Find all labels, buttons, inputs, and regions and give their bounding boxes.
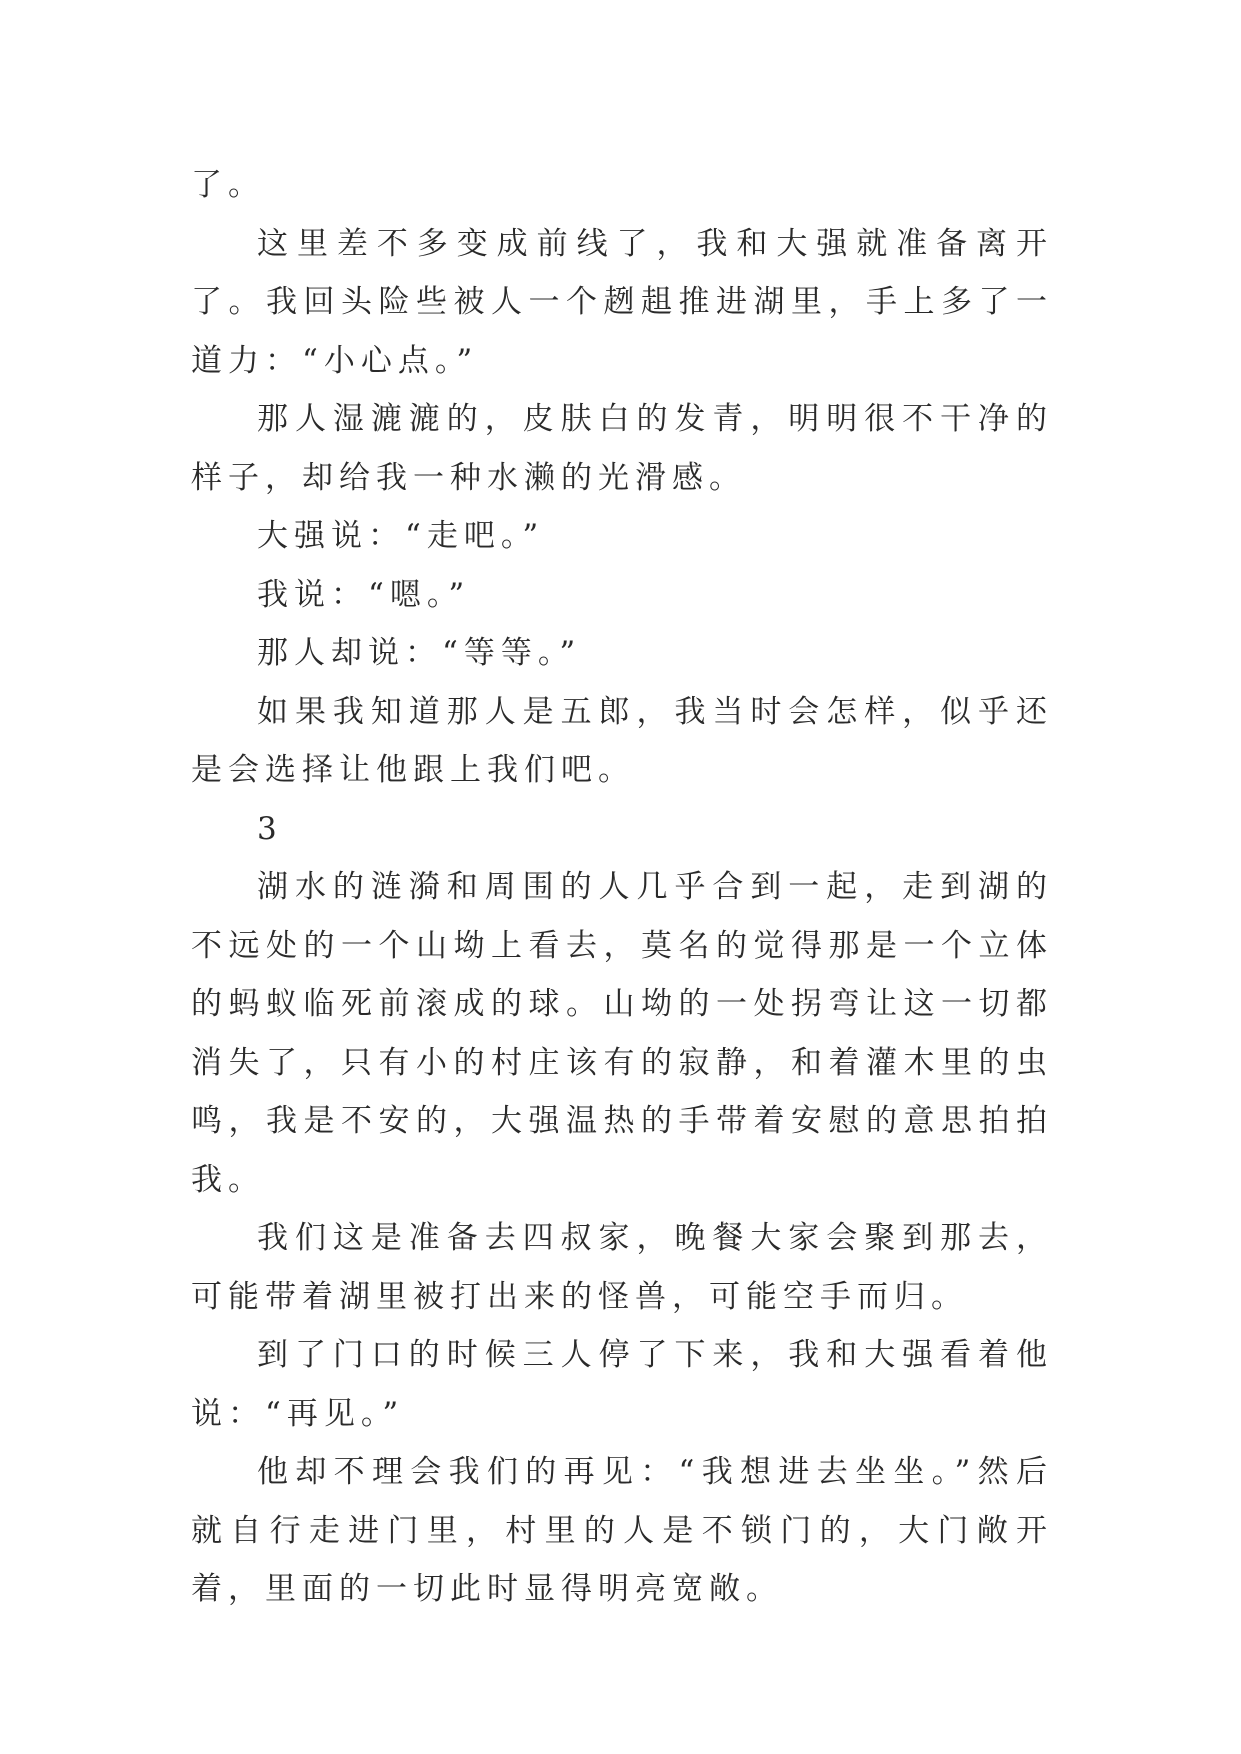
paragraph: 如果我知道那人是五郎，我当时会怎样，似乎还是会选择让他跟上我们吧。: [191, 693, 1053, 788]
paragraph: 这里差不多变成前线了，我和大强就准备离开了。我回头险些被人一个趔趄推进湖里，手上多了一道力：“小心点。”: [191, 225, 1053, 379]
paragraph: 他却不理会我们的再见：“我想进去坐坐。”然后就自行走进门里，村里的人是不锁门的，大门敞开着，里面的一切此时显得明亮宽敞。: [191, 1454, 1053, 1607]
paragraph-continuation: 了。: [191, 167, 265, 203]
paragraph: 湖水的涟漪和周围的人几乎合到一起，走到湖的不远处的一个山坳上看去，莫名的觉得那是一个立体的蚂蚁临死前滚成的球。山坳的一处拐弯让这一切都消失了，只有小的村庄该有的寂静，和着灌木里的虫鸣，我是不安的，大强温热的手带着安慰的意思拍拍我。: [191, 869, 1053, 1198]
paragraph: 到了门口的时候三人停了下来，我和大强看着他说：“再见。”: [191, 1337, 1053, 1432]
paragraph: 我们这是准备去四叔家，晚餐大家会聚到那去，可能带着湖里被打出来的怪兽，可能空手而归。: [191, 1220, 1053, 1315]
paragraph: 那人湿漉漉的，皮肤白的发青，明明很不干净的样子，却给我一种水濑的光滑感。: [191, 401, 1053, 496]
paragraph: 那人却说：“等等。”: [257, 635, 582, 671]
paragraph: 大强说：“走吧。”: [257, 518, 545, 554]
section-number: 3: [257, 810, 283, 847]
body-text: [191, 156, 1053, 1619]
paragraph: 我说：“嗯。”: [257, 576, 471, 613]
